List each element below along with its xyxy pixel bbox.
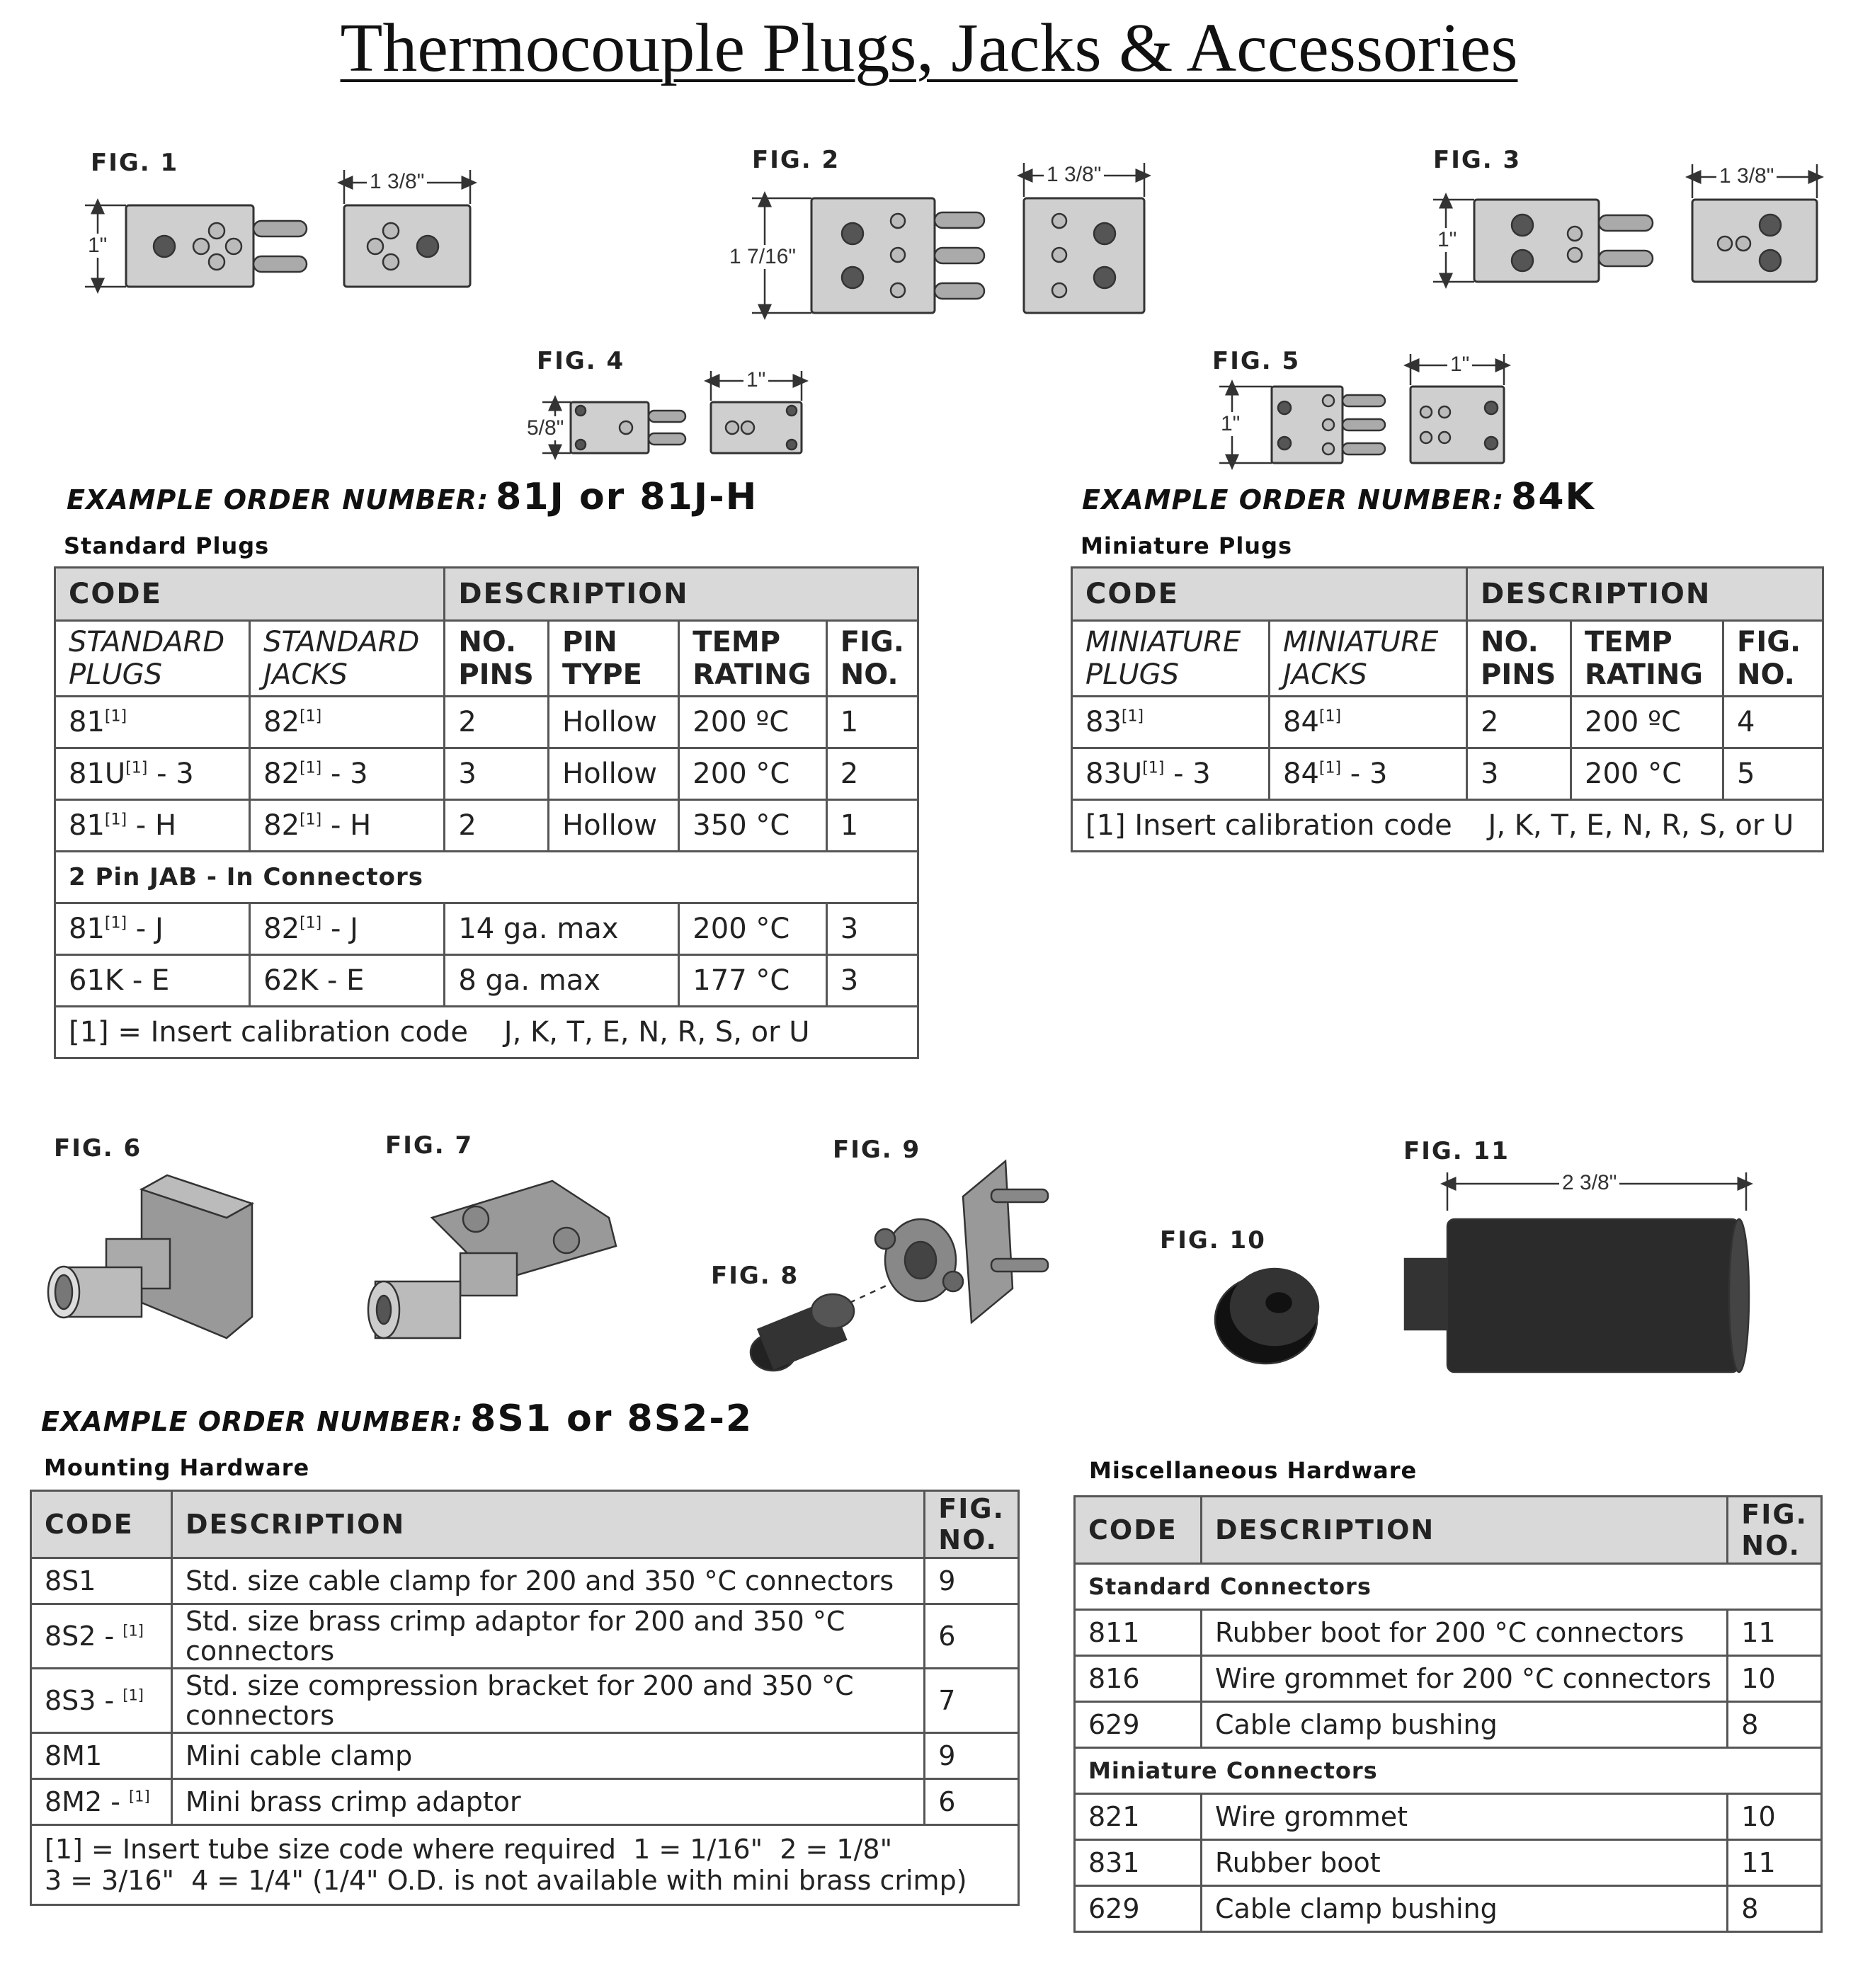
fig9-clamp-drawing	[875, 1161, 1048, 1323]
fig-no-header: FIG. NO.	[1728, 1497, 1822, 1564]
section-row: Standard Connectors	[1075, 1564, 1822, 1610]
fig1-height-dim: 1"	[88, 234, 108, 257]
fig8-bushing-drawing	[751, 1283, 892, 1371]
mounting-hardware-table	[30, 1490, 1020, 1906]
pin-type-col: PIN TYPE	[549, 621, 679, 697]
description-header: DESCRIPTION	[1467, 568, 1823, 621]
table-row: 831 Rubber boot 11	[1075, 1840, 1822, 1886]
misc-hardware-caption: Miscellaneous Hardware	[1089, 1457, 1418, 1484]
table-row: 629 Cable clamp bushing 8	[1075, 1702, 1822, 1748]
fig2-width-dim: 1 3/8"	[1044, 163, 1104, 187]
table-row: 816 Wire grommet for 200 °C connectors 10	[1075, 1656, 1822, 1702]
code-header: CODE	[1072, 568, 1467, 621]
temp-rating-col: TEMP RATING	[1571, 621, 1723, 697]
no-pins-col: NO. PINS	[445, 621, 549, 697]
standard-plugs-caption: Standard Plugs	[64, 532, 270, 559]
fig5-width-dim: 1"	[1447, 353, 1472, 377]
miniature-plugs-table	[1071, 566, 1824, 852]
fig4-height-dim: 5/8"	[527, 416, 564, 440]
temp-rating-col: TEMP RATING	[679, 621, 826, 697]
table-row: 629 Cable clamp bushing 8	[1075, 1886, 1822, 1932]
fig2-label: FIG. 2	[752, 146, 840, 174]
fig-no-header: FIG. NO.	[925, 1491, 1019, 1558]
fig7-label: FIG. 7	[385, 1131, 474, 1160]
table-row: 821 Wire grommet 10	[1075, 1794, 1822, 1840]
order-number-hardware: EXAMPLE ORDER NUMBER: 8S1 or 8S2-2	[41, 1398, 753, 1440]
footnote-row: [1] = Insert tube size code where required 1 = 1/16" 2 = 1/8" 3 = 3/16" 4 = 1/4" (1/4" O.D. is not available with mini brass crimp)	[31, 1825, 1019, 1905]
table-row: 8S3 - [1] Std. size compression bracket for 200 and 350 °C connectors 7	[31, 1669, 1019, 1733]
fig1-label: FIG. 1	[91, 149, 179, 177]
fig-no-col: FIG. NO.	[1723, 621, 1823, 697]
miniature-plugs-caption: Miniature Plugs	[1081, 532, 1293, 559]
standard-plugs-table	[54, 566, 919, 1059]
fig3-label: FIG. 3	[1433, 146, 1522, 174]
fig3-plug-drawing	[1433, 200, 1653, 282]
fig6-adaptor-drawing	[48, 1175, 252, 1338]
standard-jacks-col: STANDARD JACKS	[250, 621, 445, 697]
fig-no-col: FIG. NO.	[826, 621, 918, 697]
table-row: 811 Rubber boot for 200 °C connectors 11	[1075, 1610, 1822, 1656]
fig5-label: FIG. 5	[1212, 347, 1301, 375]
fig4-width-dim: 1"	[743, 368, 768, 392]
table-row: 83[1] 84[1] 2 200 ºC 4	[1072, 697, 1823, 748]
fig7-bracket-drawing	[368, 1181, 616, 1338]
footnote-row: [1] = Insert calibration code J, K, T, E, N, R, S, or U	[55, 1007, 918, 1058]
section-row: Miniature Connectors	[1075, 1748, 1822, 1794]
description-header: DESCRIPTION	[1202, 1497, 1728, 1564]
fig5-plug-drawing	[1219, 387, 1385, 463]
fig1-plug-drawing	[85, 205, 307, 287]
description-header: DESCRIPTION	[445, 568, 918, 621]
table-row: 81[1] 82[1] 2 Hollow 200 ºC 1	[55, 697, 918, 748]
order-number-miniature: EXAMPLE ORDER NUMBER: 84K	[1082, 476, 1595, 518]
fig8-label: FIG. 8	[711, 1262, 799, 1290]
table-row: 83U[1] - 3 84[1] - 3 3 200 °C 5	[1072, 748, 1823, 800]
footnote-row: [1] Insert calibration code J, K, T, E, N, R, S, or U	[1072, 800, 1823, 852]
table-row: 8M2 - [1] Mini brass crimp adaptor 6	[31, 1779, 1019, 1825]
fig4-label: FIG. 4	[537, 347, 625, 375]
fig5-height-dim: 1"	[1221, 412, 1241, 435]
section-row: 2 Pin JAB - In Connectors	[55, 852, 918, 903]
table-row: 81[1] - H 82[1] - H 2 Hollow 350 °C 1	[55, 800, 918, 852]
fig1-width-dim: 1 3/8"	[367, 170, 427, 194]
fig9-label: FIG. 9	[833, 1136, 921, 1164]
table-row: 81[1] - J 82[1] - J 14 ga. max 200 °C 3	[55, 903, 918, 955]
table-row: 61K - E 62K - E 8 ga. max 177 °C 3	[55, 955, 918, 1007]
misc-hardware-table	[1073, 1495, 1823, 1933]
fig2-height-dim: 1 7/16"	[729, 245, 797, 268]
standard-plugs-col: STANDARD PLUGS	[55, 621, 250, 697]
miniature-plugs-col: MINIATURE PLUGS	[1072, 621, 1270, 697]
miniature-jacks-col: MINIATURE JACKS	[1270, 621, 1467, 697]
table-row: 81U[1] - 3 82[1] - 3 3 Hollow 200 °C 2	[55, 748, 918, 800]
table-row: 8S1 Std. size cable clamp for 200 and 350 °C connectors 9	[31, 1558, 1019, 1604]
mounting-hardware-caption: Mounting Hardware	[44, 1454, 310, 1481]
fig10-grommet-drawing	[1215, 1269, 1318, 1364]
fig11-width-dim: 2 3/8"	[1559, 1171, 1619, 1195]
fig10-label: FIG. 10	[1160, 1226, 1266, 1255]
code-header: CODE	[1075, 1497, 1202, 1564]
table-row: 8M1 Mini cable clamp 9	[31, 1733, 1019, 1779]
fig3-width-dim: 1 3/8"	[1716, 164, 1777, 188]
code-header: CODE	[31, 1491, 172, 1558]
code-header: CODE	[55, 568, 445, 621]
description-header: DESCRIPTION	[172, 1491, 925, 1558]
fig6-label: FIG. 6	[54, 1134, 142, 1162]
fig11-label: FIG. 11	[1403, 1137, 1510, 1165]
fig3-height-dim: 1"	[1437, 228, 1457, 251]
table-row: 8S2 - [1] Std. size brass crimp adaptor for 200 and 350 °C connectors 6	[31, 1604, 1019, 1669]
no-pins-col: NO. PINS	[1467, 621, 1571, 697]
page-title: Thermocouple Plugs, Jacks & Accessories	[340, 10, 1518, 86]
order-number-standard: EXAMPLE ORDER NUMBER: 81J or 81J-H	[67, 476, 758, 518]
fig11-boot-drawing	[1405, 1172, 1749, 1372]
